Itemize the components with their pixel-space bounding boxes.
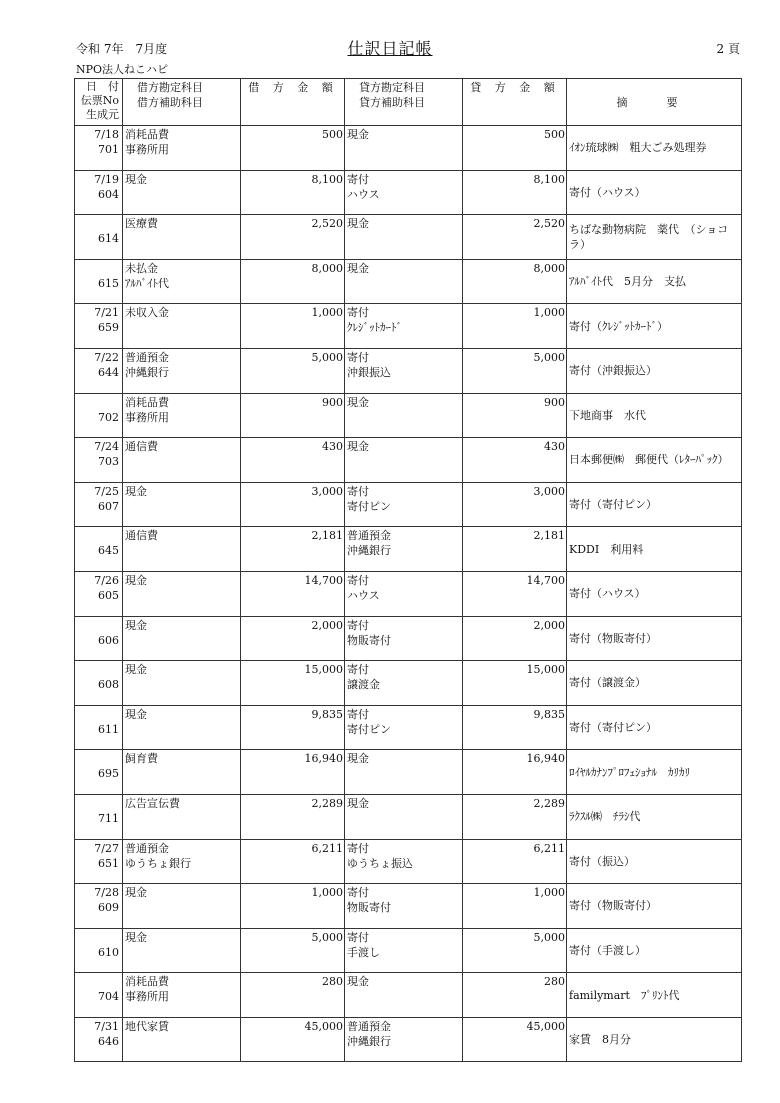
debit-account: 現金 — [125, 484, 147, 498]
debit-account: 現金 — [125, 707, 147, 721]
debit-sub-account — [125, 766, 238, 781]
credit-amount: 16,940 — [463, 750, 567, 795]
debit-account: 現金 — [125, 663, 147, 677]
credit-sub-account: 手渡し — [347, 945, 380, 959]
description: ﾗｸｽﾙ㈱ ﾁﾗｼ代 — [567, 794, 742, 839]
credit-sub-account — [347, 766, 460, 781]
entry-date: 7/19 — [94, 172, 119, 186]
entry-date: 7/31 — [94, 1019, 119, 1033]
entry-date-cell — [75, 482, 123, 527]
debit-account: 普通預金 — [125, 841, 169, 855]
debit-sub-account: 事務所用 — [125, 410, 169, 424]
credit-amount: 6,211 — [463, 839, 567, 884]
debit-amount: 15,000 — [241, 661, 345, 706]
journal-row — [75, 393, 742, 438]
voucher-number: 606 — [98, 633, 119, 647]
voucher-number: 646 — [98, 1034, 119, 1048]
credit-account-cell — [345, 304, 463, 349]
journal-table — [74, 78, 742, 1062]
debit-account-cell — [123, 527, 241, 572]
credit-sub-account — [347, 989, 460, 1004]
description: 寄付（物販寄付） — [567, 616, 742, 661]
header-credit-amount: 貸 方 金 額 — [463, 79, 567, 126]
credit-account-cell — [345, 482, 463, 527]
credit-account: 寄付 — [347, 573, 369, 587]
entry-date: 7/26 — [94, 573, 119, 587]
credit-account: 普通預金 — [347, 529, 391, 543]
entry-date: 7/28 — [94, 886, 119, 900]
debit-sub-account — [125, 633, 238, 648]
voucher-number: 611 — [98, 722, 119, 736]
voucher-number: 644 — [98, 365, 119, 379]
entry-date — [77, 662, 119, 677]
debit-sub-account: 事務所用 — [125, 990, 169, 1004]
entry-date — [77, 216, 119, 231]
entry-date: 7/25 — [94, 484, 119, 498]
voucher-number: 704 — [98, 990, 119, 1004]
entry-date-cell — [75, 616, 123, 661]
credit-account-cell — [345, 973, 463, 1018]
credit-account-cell — [345, 215, 463, 260]
entry-date — [77, 974, 119, 989]
description: ｱﾙﾊﾞｲﾄ代 5月分 支払 — [567, 259, 742, 304]
credit-amount: 2,181 — [463, 527, 567, 572]
entry-date-cell — [75, 839, 123, 884]
debit-sub-account: ｱﾙﾊﾞｲﾄ代 — [125, 276, 169, 290]
debit-account: 飼育費 — [125, 752, 158, 766]
credit-amount: 1,000 — [463, 304, 567, 349]
credit-account-cell — [345, 348, 463, 393]
entry-date-cell — [75, 215, 123, 260]
debit-account-cell — [123, 126, 241, 171]
page-title — [0, 36, 780, 59]
description: familymart ﾌﾟﾘﾝﾄ代 — [567, 973, 742, 1018]
debit-amount: 6,211 — [241, 839, 345, 884]
debit-account-cell — [123, 794, 241, 839]
description: 寄付（沖銀振込） — [567, 348, 742, 393]
debit-sub-account: ゆうちょ銀行 — [125, 856, 191, 870]
description: 寄付（物販寄付） — [567, 884, 742, 929]
debit-account: 未収入金 — [125, 306, 169, 320]
debit-sub-account: 沖縄銀行 — [125, 365, 169, 379]
credit-account-cell — [345, 884, 463, 929]
credit-sub-account — [347, 454, 460, 469]
voucher-number: 605 — [98, 588, 119, 602]
journal-row — [75, 527, 742, 572]
debit-account-cell — [123, 973, 241, 1018]
credit-account: 現金 — [347, 261, 369, 275]
credit-amount: 3,000 — [463, 482, 567, 527]
voucher-number: 703 — [98, 455, 119, 469]
credit-account-cell — [345, 170, 463, 215]
credit-account-cell — [345, 750, 463, 795]
credit-account: 現金 — [347, 975, 369, 989]
voucher-number: 659 — [98, 321, 119, 335]
description: ﾛｲﾔﾙｶﾅﾝﾌﾟﾛﾌｪｼｮﾅﾙ ｶﾘｶﾘ — [567, 750, 742, 795]
debit-account: 消耗品費 — [125, 128, 169, 141]
debit-amount: 430 — [241, 438, 345, 483]
credit-account: 現金 — [347, 128, 369, 141]
debit-account-cell — [123, 170, 241, 215]
entry-date-cell — [75, 661, 123, 706]
debit-account: 現金 — [125, 618, 147, 632]
credit-account: 寄付 — [347, 618, 369, 632]
voucher-number: 702 — [98, 410, 119, 424]
voucher-number: 701 — [98, 143, 119, 156]
debit-sub-account — [125, 811, 238, 826]
description: 下地商事 水代 — [567, 393, 742, 438]
journal-row — [75, 482, 742, 527]
credit-account: 現金 — [347, 217, 369, 231]
journal-row — [75, 215, 742, 260]
debit-account: 現金 — [125, 573, 147, 587]
debit-amount: 45,000 — [241, 1017, 345, 1062]
entry-date: 7/27 — [94, 841, 119, 855]
debit-amount: 280 — [241, 973, 345, 1018]
description: 寄付（寄付ピン） — [567, 705, 742, 750]
journal-row — [75, 750, 742, 795]
debit-sub-account — [125, 543, 238, 558]
journal-row — [75, 928, 742, 973]
voucher-number: 604 — [98, 187, 119, 201]
entry-date-cell — [75, 1017, 123, 1062]
credit-sub-account — [347, 142, 460, 157]
debit-account-cell — [123, 393, 241, 438]
debit-amount: 2,000 — [241, 616, 345, 661]
debit-amount: 2,181 — [241, 527, 345, 572]
credit-account-cell — [345, 616, 463, 661]
debit-account-cell — [123, 928, 241, 973]
credit-account-cell — [345, 126, 463, 171]
credit-amount: 5,000 — [463, 348, 567, 393]
entry-date-cell — [75, 794, 123, 839]
debit-account-cell — [123, 661, 241, 706]
journal-row — [75, 348, 742, 393]
debit-account-cell — [123, 259, 241, 304]
debit-account: 現金 — [125, 172, 147, 186]
credit-account-cell — [345, 928, 463, 973]
entry-date — [77, 261, 119, 276]
debit-account: 広告宣伝費 — [125, 796, 180, 810]
debit-account: 現金 — [125, 886, 147, 900]
credit-account-cell — [345, 661, 463, 706]
debit-sub-account — [125, 588, 238, 603]
entry-date — [77, 930, 119, 945]
credit-sub-account — [347, 410, 460, 425]
entry-date: 7/18 — [94, 128, 119, 141]
header-date-line3: 生成元 — [86, 108, 119, 121]
header-credit-account-line2: 貸方補助科目 — [359, 96, 425, 109]
debit-amount: 1,000 — [241, 304, 345, 349]
entry-date-cell — [75, 304, 123, 349]
description: 寄付（手渡し） — [567, 928, 742, 973]
entry-date: 7/24 — [94, 440, 119, 454]
credit-account: 寄付 — [347, 930, 369, 944]
debit-amount: 2,289 — [241, 794, 345, 839]
credit-amount: 900 — [463, 393, 567, 438]
header-date-line1: 日 付 — [86, 80, 119, 93]
credit-account: 寄付 — [347, 663, 369, 677]
entry-date-cell — [75, 170, 123, 215]
debit-sub-account: 事務所用 — [125, 143, 169, 156]
debit-account-cell — [123, 348, 241, 393]
debit-account-cell — [123, 750, 241, 795]
credit-sub-account — [347, 276, 460, 291]
description: KDDI 利用料 — [567, 527, 742, 572]
debit-sub-account — [125, 900, 238, 915]
journal-row — [75, 126, 742, 171]
debit-amount: 8,100 — [241, 170, 345, 215]
credit-account-cell — [345, 1017, 463, 1062]
entry-date-cell — [75, 259, 123, 304]
header-date-line2: 伝票No — [80, 94, 119, 107]
debit-account: 通信費 — [125, 529, 158, 543]
debit-amount: 8,000 — [241, 259, 345, 304]
debit-amount: 900 — [241, 393, 345, 438]
journal-row — [75, 304, 742, 349]
credit-sub-account: ゆうちょ振込 — [347, 856, 413, 870]
debit-amount: 5,000 — [241, 928, 345, 973]
description: 寄付（ｸﾚｼﾞｯﾄｶｰﾄﾞ） — [567, 304, 742, 349]
credit-amount: 14,700 — [463, 571, 567, 616]
debit-sub-account — [125, 677, 238, 692]
entry-date — [77, 796, 119, 811]
credit-sub-account — [347, 231, 460, 246]
debit-sub-account — [125, 1034, 238, 1049]
credit-sub-account: 物販寄付 — [347, 901, 391, 915]
journal-row — [75, 839, 742, 884]
voucher-number: 614 — [98, 232, 119, 246]
credit-account: 寄付 — [347, 350, 369, 364]
credit-account-cell — [345, 839, 463, 884]
journal-header-row — [75, 79, 742, 126]
credit-amount: 2,520 — [463, 215, 567, 260]
debit-amount: 5,000 — [241, 348, 345, 393]
fiscal-period: 令和 7年 7月度 — [76, 42, 168, 56]
voucher-number: 615 — [98, 276, 119, 290]
credit-account-cell — [345, 527, 463, 572]
entry-date-cell — [75, 126, 123, 171]
page-number: 2 頁 — [716, 42, 740, 56]
debit-amount: 16,940 — [241, 750, 345, 795]
journal-row — [75, 259, 742, 304]
credit-amount: 2,000 — [463, 616, 567, 661]
journal-row — [75, 616, 742, 661]
header-credit-account — [345, 79, 463, 126]
entry-date — [77, 751, 119, 766]
journal-row — [75, 1017, 742, 1062]
credit-amount: 5,000 — [463, 928, 567, 973]
journal-row — [75, 884, 742, 929]
journal-row — [75, 661, 742, 706]
description: 寄付（ハウス） — [567, 571, 742, 616]
credit-sub-account: 沖銀振込 — [347, 365, 391, 379]
entry-date-cell — [75, 884, 123, 929]
entry-date-cell — [75, 928, 123, 973]
debit-account-cell — [123, 884, 241, 929]
header-date — [75, 79, 123, 126]
credit-account: 寄付 — [347, 484, 369, 498]
description: ちばな動物病院 薬代 （ショコラ） — [567, 215, 742, 260]
organization-name: NPO法人ねこハピ — [76, 63, 169, 76]
credit-amount: 1,000 — [463, 884, 567, 929]
credit-amount: 430 — [463, 438, 567, 483]
credit-account-cell — [345, 794, 463, 839]
credit-account: 現金 — [347, 440, 369, 454]
credit-amount: 45,000 — [463, 1017, 567, 1062]
entry-date — [77, 395, 119, 410]
debit-account: 現金 — [125, 930, 147, 944]
voucher-number: 695 — [98, 767, 119, 781]
voucher-number: 607 — [98, 499, 119, 513]
credit-amount: 15,000 — [463, 661, 567, 706]
debit-account: 消耗品費 — [125, 975, 169, 989]
voucher-number: 608 — [98, 678, 119, 692]
debit-account-cell — [123, 616, 241, 661]
entry-date-cell — [75, 571, 123, 616]
debit-account-cell — [123, 438, 241, 483]
entry-date — [77, 707, 119, 722]
credit-sub-account: ハウス — [347, 187, 380, 201]
debit-account-cell — [123, 571, 241, 616]
credit-account-cell — [345, 571, 463, 616]
debit-account-cell — [123, 705, 241, 750]
page-title-text: 仕訳日記帳 — [347, 39, 433, 58]
description: 寄付（振込） — [567, 839, 742, 884]
debit-account-cell — [123, 482, 241, 527]
voucher-number: 645 — [98, 544, 119, 558]
voucher-number: 651 — [98, 856, 119, 870]
credit-account: 現金 — [347, 796, 369, 810]
entry-date: 7/21 — [94, 306, 119, 320]
debit-amount: 1,000 — [241, 884, 345, 929]
debit-account: 消耗品費 — [125, 395, 169, 409]
debit-sub-account — [125, 722, 238, 737]
debit-account-cell — [123, 839, 241, 884]
header-description: 摘 要 — [567, 79, 742, 126]
journal-row — [75, 973, 742, 1018]
entry-date: 7/22 — [94, 350, 119, 364]
debit-amount: 500 — [241, 126, 345, 171]
credit-account-cell — [345, 438, 463, 483]
journal-row — [75, 794, 742, 839]
voucher-number: 711 — [98, 811, 119, 825]
credit-amount: 8,000 — [463, 259, 567, 304]
description: 家賃 8月分 — [567, 1017, 742, 1062]
entry-date-cell — [75, 393, 123, 438]
entry-date — [77, 618, 119, 633]
credit-sub-account: 物販寄付 — [347, 633, 391, 647]
debit-account: 普通預金 — [125, 350, 169, 364]
journal-row — [75, 438, 742, 483]
debit-amount: 14,700 — [241, 571, 345, 616]
header-debit-amount: 借 方 金 額 — [241, 79, 345, 126]
credit-account-cell — [345, 705, 463, 750]
credit-account: 現金 — [347, 752, 369, 766]
voucher-number: 610 — [98, 945, 119, 959]
credit-sub-account: 譲渡金 — [347, 678, 380, 692]
credit-amount: 500 — [463, 126, 567, 171]
credit-account: 寄付 — [347, 306, 369, 320]
description: ｲｵﾝ琉球㈱ 粗大ごみ処理券 — [567, 126, 742, 171]
journal-row — [75, 705, 742, 750]
credit-amount: 9,835 — [463, 705, 567, 750]
credit-amount: 280 — [463, 973, 567, 1018]
credit-sub-account: ハウス — [347, 588, 380, 602]
header-credit-account-line1: 貸方勘定科目 — [359, 81, 425, 94]
header-debit-account-line1: 借方勘定科目 — [137, 81, 203, 94]
entry-date-cell — [75, 705, 123, 750]
entry-date-cell — [75, 527, 123, 572]
debit-account-cell — [123, 1017, 241, 1062]
header-debit-account — [123, 79, 241, 126]
debit-amount: 2,520 — [241, 215, 345, 260]
credit-account: 寄付 — [347, 841, 369, 855]
debit-sub-account — [125, 945, 238, 960]
debit-account-cell — [123, 304, 241, 349]
entry-date-cell — [75, 438, 123, 483]
debit-amount: 9,835 — [241, 705, 345, 750]
debit-sub-account — [125, 187, 238, 202]
debit-sub-account — [125, 231, 238, 246]
description: 寄付（寄付ピン） — [567, 482, 742, 527]
credit-account: 寄付 — [347, 707, 369, 721]
credit-account-cell — [345, 393, 463, 438]
credit-account: 寄付 — [347, 172, 369, 186]
debit-account: 未払金 — [125, 261, 158, 275]
credit-account: 現金 — [347, 395, 369, 409]
debit-account: 地代家賃 — [125, 1019, 169, 1033]
credit-sub-account — [347, 811, 460, 826]
credit-sub-account: ｸﾚｼﾞｯﾄｶｰﾄﾞ — [347, 321, 402, 335]
debit-sub-account — [125, 499, 238, 514]
credit-account: 普通預金 — [347, 1019, 391, 1033]
credit-sub-account: 寄付ピン — [347, 722, 391, 736]
debit-account-cell — [123, 215, 241, 260]
entry-date — [77, 528, 119, 543]
credit-amount: 2,289 — [463, 794, 567, 839]
credit-sub-account: 沖縄銀行 — [347, 544, 391, 558]
debit-account: 通信費 — [125, 440, 158, 454]
debit-account: 医療費 — [125, 217, 158, 231]
debit-sub-account — [125, 320, 238, 335]
description: 日本郵便㈱ 郵便代（ﾚﾀｰﾊﾟｯｸ） — [567, 438, 742, 483]
voucher-number: 609 — [98, 901, 119, 915]
credit-account: 寄付 — [347, 886, 369, 900]
journal-row — [75, 571, 742, 616]
debit-sub-account — [125, 454, 238, 469]
entry-date-cell — [75, 750, 123, 795]
credit-amount: 8,100 — [463, 170, 567, 215]
header-debit-account-line2: 借方補助科目 — [137, 96, 203, 109]
entry-date-cell — [75, 348, 123, 393]
credit-account-cell — [345, 259, 463, 304]
description: 寄付（譲渡金） — [567, 661, 742, 706]
credit-sub-account: 寄付ピン — [347, 499, 391, 513]
credit-sub-account: 沖縄銀行 — [347, 1034, 391, 1048]
debit-amount: 3,000 — [241, 482, 345, 527]
description: 寄付（ハウス） — [567, 170, 742, 215]
journal-row — [75, 170, 742, 215]
entry-date-cell — [75, 973, 123, 1018]
